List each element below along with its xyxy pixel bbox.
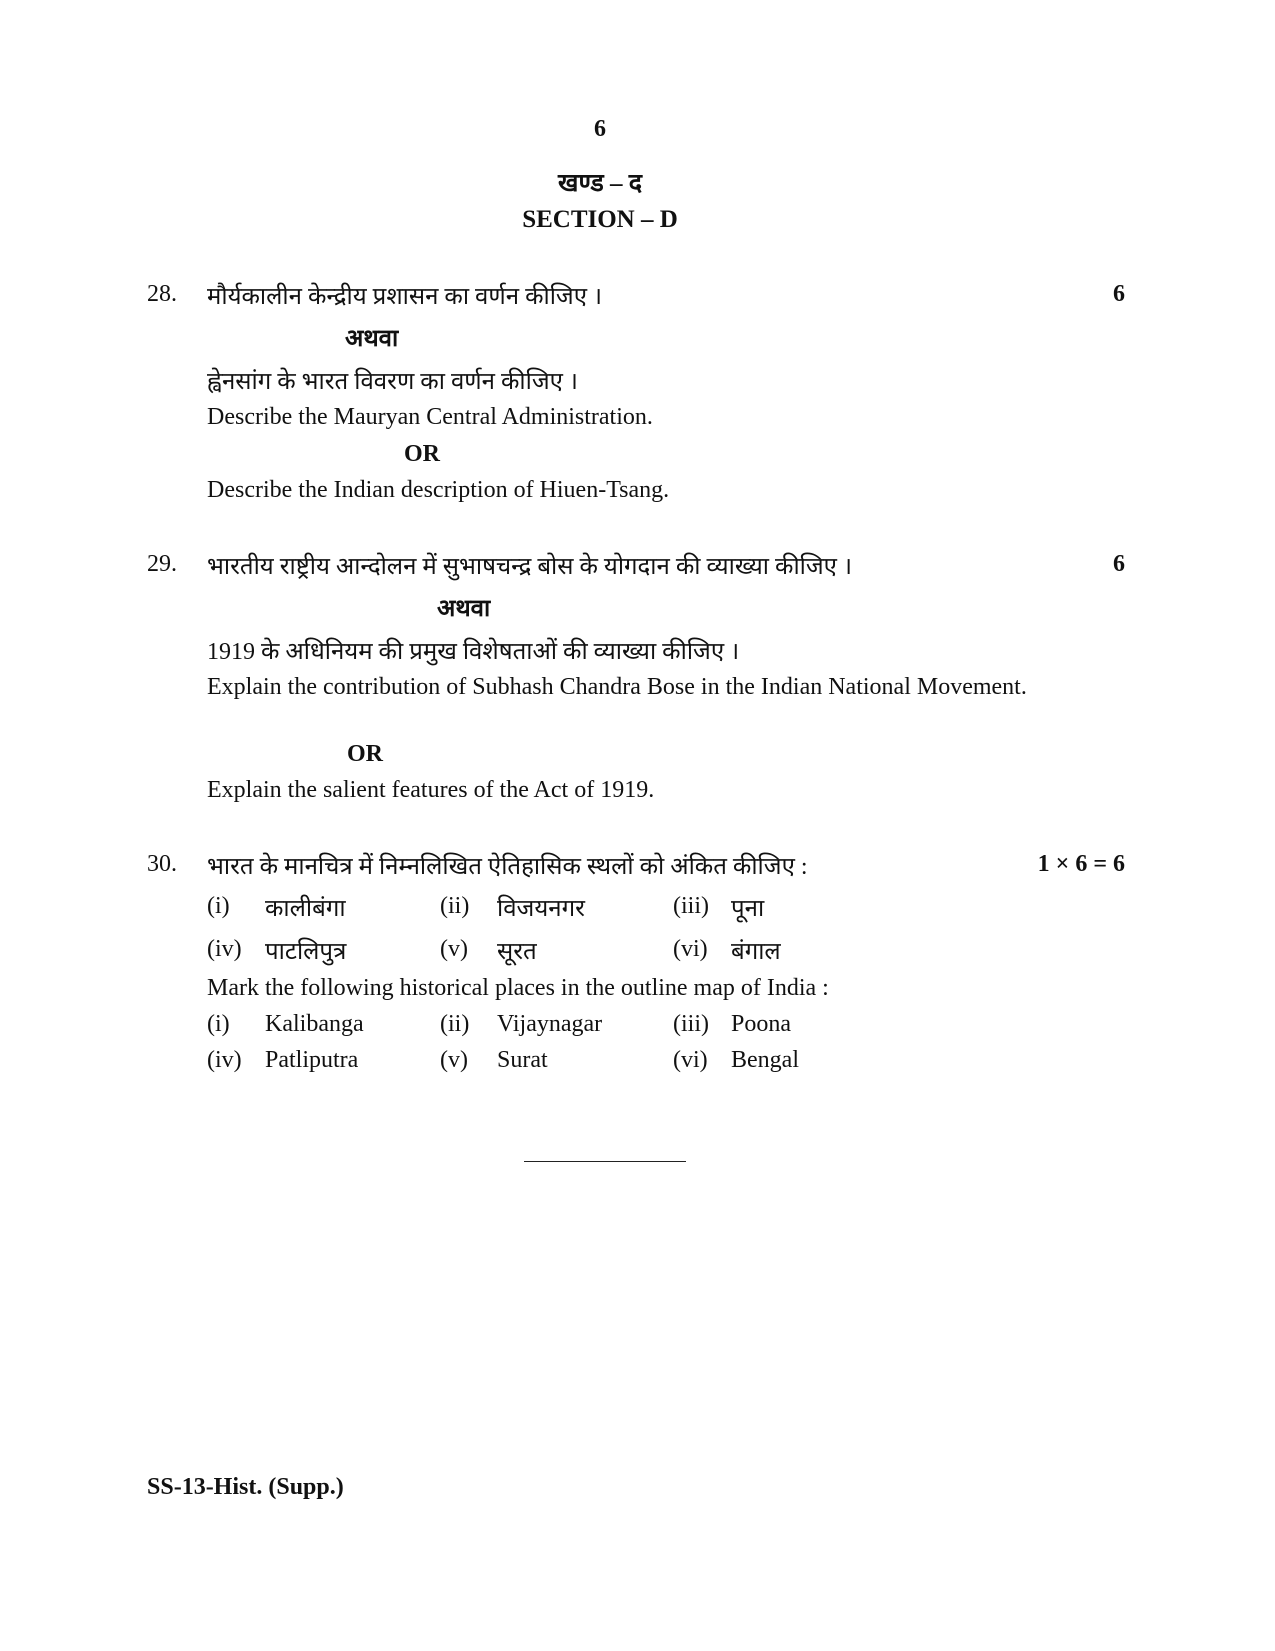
option-label: (iv) (207, 936, 242, 962)
question-number: 29. (147, 551, 177, 577)
option-label: (i) (207, 893, 230, 919)
question-english: Explain the contribution of Subhash Chandra Bose in the Indian National Movement. (207, 674, 1027, 700)
or-english: OR (404, 441, 440, 467)
option-value: Poona (731, 1011, 791, 1037)
or-hindi: अथवा (437, 596, 491, 622)
alternative-english: Describe the Indian description of Hiuen-Tsang. (207, 477, 670, 503)
question-english: Mark the following historical places in the outline map of India : (207, 975, 829, 1001)
question-marks: 1 × 6 = 6 (1037, 851, 1125, 877)
paper-code: SS-13-Hist. (Supp.) (147, 1474, 344, 1500)
option-value: बंगाल (731, 939, 781, 965)
option-value: विजयनगर (497, 896, 585, 922)
page-number: 6 (594, 116, 606, 142)
question-hindi: भारत के मानचित्र में निम्नलिखित ऐतिहासिक स्थलों को अंकित कीजिए : (207, 854, 808, 880)
option-value: Bengal (731, 1047, 799, 1073)
option-label: (i) (207, 1011, 230, 1037)
option-label: (iii) (673, 893, 709, 919)
option-value: Surat (497, 1047, 548, 1073)
option-label: (vi) (673, 936, 708, 962)
option-label: (ii) (440, 1011, 470, 1037)
section-title-english: SECTION – D (522, 206, 678, 233)
option-value: Kalibanga (265, 1011, 364, 1037)
option-label: (v) (440, 936, 468, 962)
option-label: (ii) (440, 893, 470, 919)
section-title-hindi: खण्ड – द (558, 170, 642, 197)
option-label: (iv) (207, 1047, 242, 1073)
option-value: Patliputra (265, 1047, 359, 1073)
option-label: (vi) (673, 1047, 708, 1073)
alternative-hindi: 1919 के अधिनियम की प्रमुख विशेषताओं की व्याख्या कीजिए । (207, 639, 740, 665)
alternative-english: Explain the salient features of the Act of 1919. (207, 777, 655, 803)
or-english: OR (347, 741, 383, 767)
alternative-hindi: ह्वेनसांग के भारत विवरण का वर्णन कीजिए । (207, 369, 579, 395)
question-number: 30. (147, 851, 177, 877)
question-marks: 6 (1113, 551, 1125, 577)
question-marks: 6 (1113, 281, 1125, 307)
or-hindi: अथवा (345, 326, 399, 352)
option-value: कालीबंगा (265, 896, 346, 922)
option-value: पूना (731, 896, 765, 922)
option-label: (iii) (673, 1011, 709, 1037)
option-label: (v) (440, 1047, 468, 1073)
option-value: पाटलिपुत्र (265, 939, 347, 965)
question-english: Describe the Mauryan Central Administration. (207, 404, 653, 430)
question-hindi: मौर्यकालीन केन्द्रीय प्रशासन का वर्णन कीजिए । (207, 284, 603, 310)
question-number: 28. (147, 281, 177, 307)
option-value: सूरत (497, 939, 537, 965)
end-of-paper-rule (524, 1161, 686, 1162)
question-hindi: भारतीय राष्ट्रीय आन्दोलन में सुभाषचन्द्र बोस के योगदान की व्याख्या कीजिए । (207, 554, 853, 580)
option-value: Vijaynagar (497, 1011, 603, 1037)
